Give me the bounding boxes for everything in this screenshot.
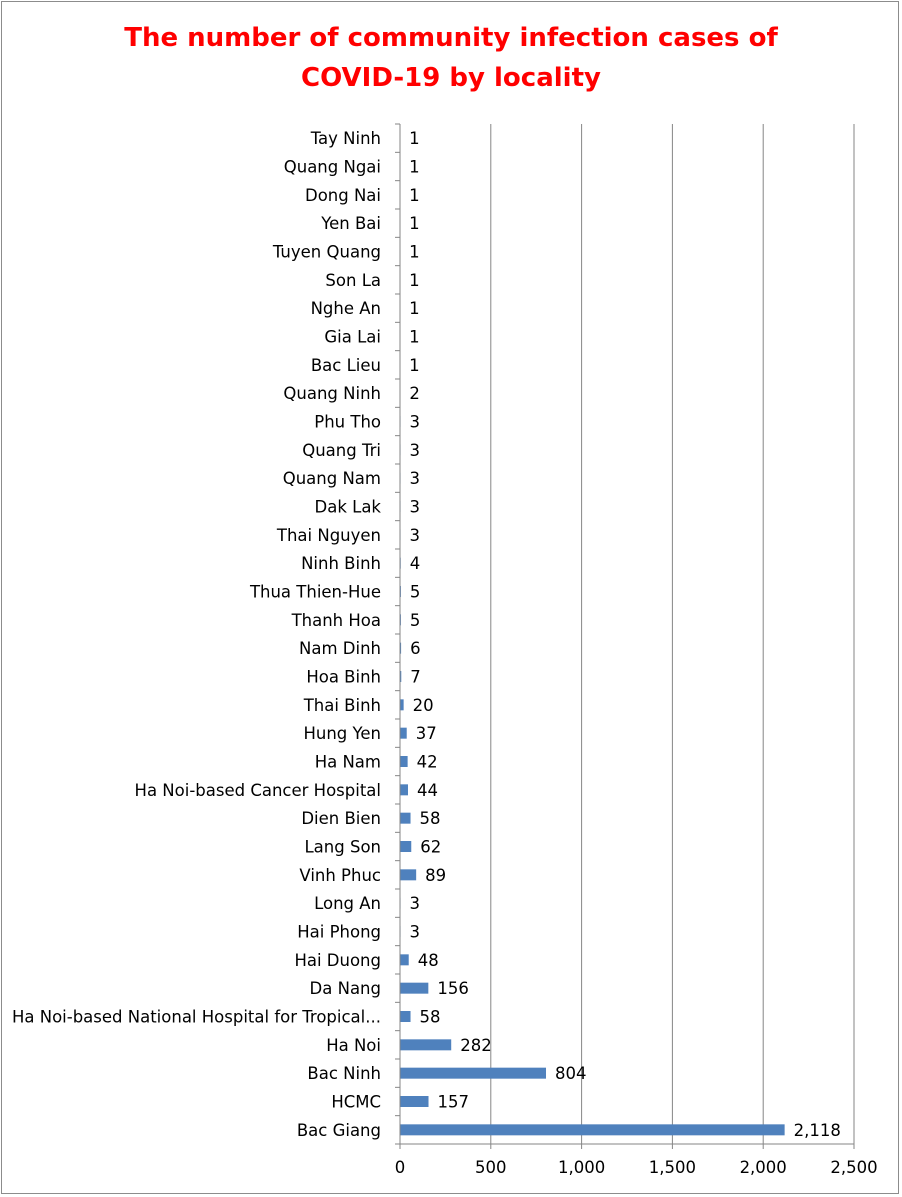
category-label: Bac Giang <box>296 1120 381 1140</box>
data-label: 157 <box>437 1092 470 1112</box>
data-label: 3 <box>409 469 421 489</box>
bar <box>400 841 411 852</box>
bar <box>400 869 416 880</box>
data-label: 1 <box>409 185 420 205</box>
bar <box>400 813 411 824</box>
data-label: 2,118 <box>793 1120 841 1140</box>
x-tick-label: 1,000 <box>557 1158 606 1177</box>
data-label: 3 <box>409 894 421 914</box>
value-labels <box>409 129 841 1140</box>
bar <box>400 1096 429 1107</box>
data-label: 3 <box>409 440 421 460</box>
data-label: 58 <box>419 1007 441 1027</box>
data-label: 1 <box>409 129 420 149</box>
bar <box>400 1068 546 1079</box>
category-label: Quang Ngai <box>283 157 381 177</box>
data-label: 5 <box>409 582 421 602</box>
category-label: Hung Yen <box>303 724 381 744</box>
data-label: 58 <box>419 809 441 829</box>
category-label: Phu Tho <box>314 412 381 432</box>
category-label: Bac Lieu <box>310 355 381 375</box>
category-label: Nam Dinh <box>299 639 381 659</box>
category-label: Gia Lai <box>324 327 381 347</box>
data-label: 282 <box>460 1035 492 1055</box>
data-label: 5 <box>409 610 421 630</box>
category-label: Thua Thien-Hue <box>249 582 381 602</box>
bar <box>400 699 404 710</box>
bar <box>400 756 408 767</box>
gridlines <box>491 124 854 1144</box>
category-label: Ha Noi-based National Hospital for Tropical... <box>11 1007 381 1027</box>
category-label: Yen Bai <box>321 214 381 234</box>
category-label: Dong Nai <box>304 185 381 205</box>
data-label: 2 <box>409 384 420 404</box>
data-label: 6 <box>410 639 421 659</box>
x-axis <box>395 124 878 1177</box>
category-label: Dak Lak <box>314 497 381 517</box>
data-label: 62 <box>420 837 442 857</box>
data-label: 44 <box>416 780 438 800</box>
data-label: 3 <box>409 922 421 942</box>
data-label: 156 <box>437 979 469 999</box>
category-label: Ninh Binh <box>301 554 381 574</box>
category-label: Tuyen Quang <box>272 242 381 262</box>
category-label: Quang Ninh <box>283 384 381 404</box>
x-tick-label: 1,500 <box>648 1158 697 1177</box>
data-label: 4 <box>409 554 421 574</box>
chart-title-line-2: COVID-19 by locality <box>301 63 601 93</box>
data-label: 48 <box>417 950 439 970</box>
data-label: 20 <box>412 695 434 715</box>
data-label: 1 <box>409 157 420 177</box>
x-tick-label: 0 <box>394 1158 406 1177</box>
data-label: 3 <box>409 525 421 545</box>
category-label: Long An <box>314 894 381 914</box>
category-label: Nghe An <box>310 299 381 319</box>
category-label: Quang Tri <box>302 440 381 460</box>
bar <box>400 1124 785 1135</box>
category-label: Bac Ninh <box>307 1064 381 1084</box>
category-label: Da Nang <box>309 979 381 999</box>
x-tick-label: 2,000 <box>739 1158 787 1177</box>
bar <box>400 983 428 994</box>
chart-title-line-1: The number of community infection cases of <box>124 23 778 53</box>
data-label: 1 <box>409 299 420 319</box>
category-label: Ha Noi <box>326 1035 381 1055</box>
data-label: 3 <box>409 412 421 432</box>
data-label: 1 <box>409 355 420 375</box>
category-label: Hai Duong <box>294 950 381 970</box>
bar <box>400 954 409 965</box>
bar <box>400 1011 411 1022</box>
data-label: 1 <box>409 327 420 347</box>
data-label: 42 <box>416 752 438 772</box>
x-tick-label: 2,500 <box>830 1158 878 1177</box>
bar <box>400 1039 451 1050</box>
x-tick-label: 500 <box>475 1158 507 1177</box>
category-label: Ha Nam <box>314 752 381 772</box>
category-label: Ha Noi-based Cancer Hospital <box>134 780 381 800</box>
category-label: Thai Binh <box>303 695 381 715</box>
data-label: 7 <box>410 667 421 687</box>
category-label: Tay Ninh <box>310 129 381 149</box>
bar <box>400 728 407 739</box>
category-label: Thai Nguyen <box>276 525 381 545</box>
category-label: Hai Phong <box>297 922 381 942</box>
category-label: HCMC <box>331 1092 381 1112</box>
category-label: Son La <box>325 270 381 290</box>
data-label: 3 <box>409 497 421 517</box>
data-label: 89 <box>425 865 447 885</box>
data-label: 37 <box>415 724 437 744</box>
category-label: Lang Son <box>304 837 381 857</box>
data-label: 804 <box>555 1064 587 1084</box>
bar <box>400 784 408 795</box>
data-label: 1 <box>409 214 420 234</box>
category-label: Quang Nam <box>282 469 381 489</box>
data-label: 1 <box>409 242 420 262</box>
category-label: Dien Bien <box>301 809 381 829</box>
category-label: Thanh Hoa <box>291 610 381 630</box>
category-label: Hoa Binh <box>306 667 381 687</box>
category-label: Vinh Phuc <box>299 865 381 885</box>
category-labels <box>12 129 381 1140</box>
data-label: 1 <box>409 270 420 290</box>
